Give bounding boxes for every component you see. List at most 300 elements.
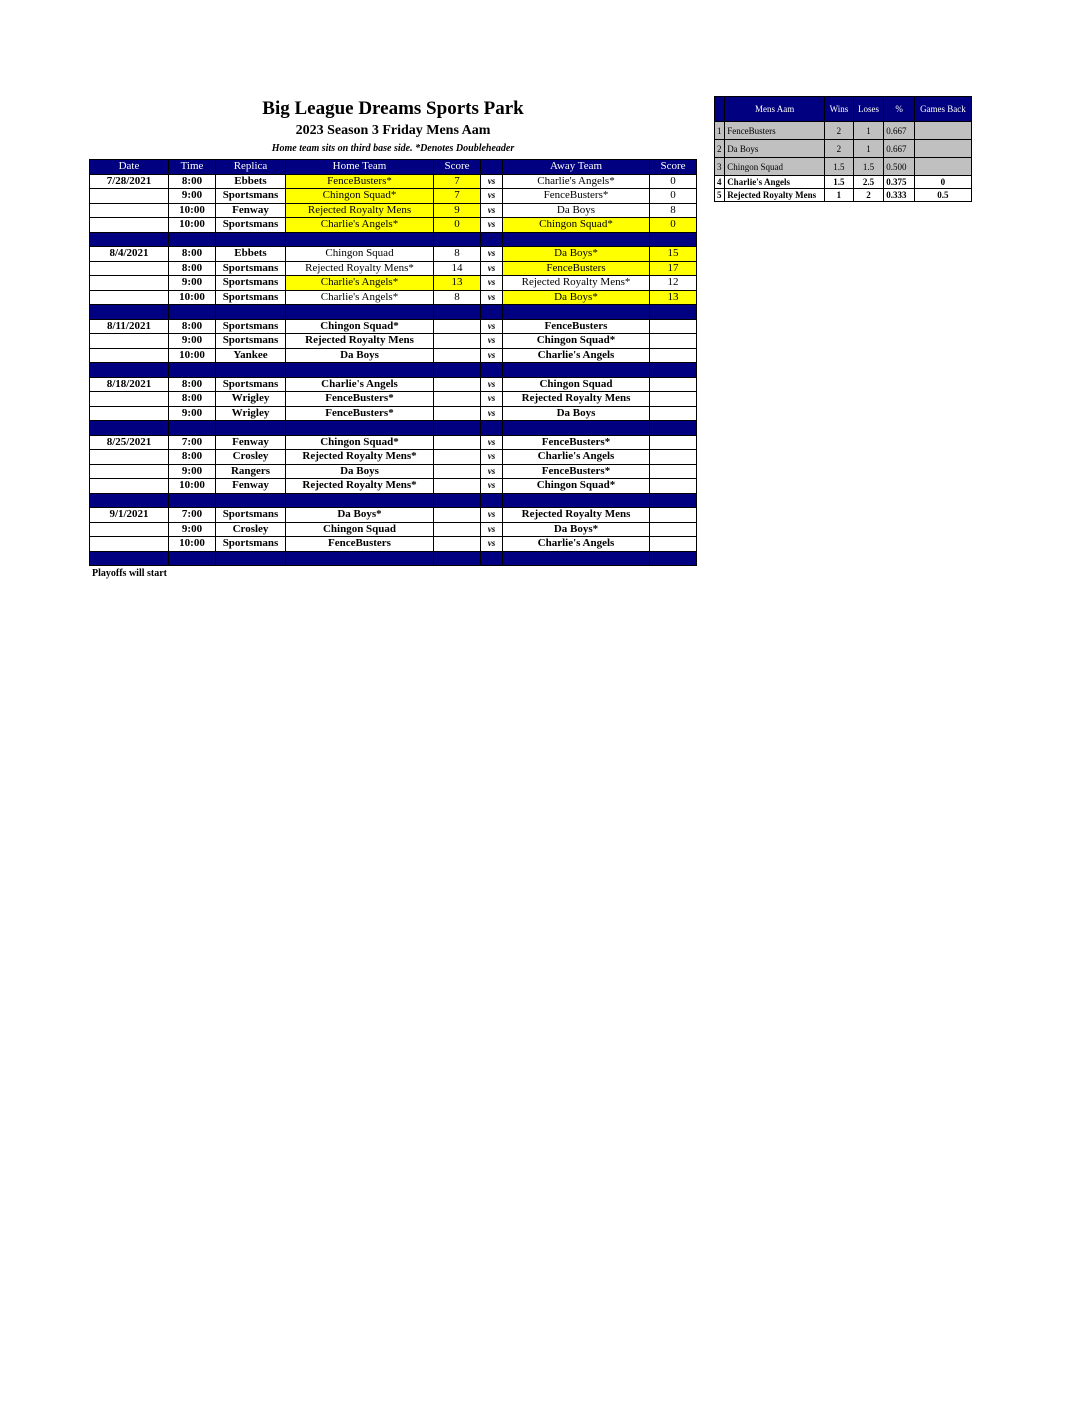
separator-cell [286,232,434,247]
schedule-date [90,479,169,494]
separator-cell [434,305,481,320]
schedule-away-team: FenceBusters* [503,435,650,450]
week-separator [90,421,697,436]
schedule-replica: Sportsmans [216,290,286,305]
separator-cell [503,305,650,320]
schedule-away-score: 0 [650,218,697,233]
standings-team: Chingon Squad [725,158,825,176]
schedule-home-team: Da Boys [286,348,434,363]
schedule-date: 8/18/2021 [90,377,169,392]
schedule-date [90,392,169,407]
week-separator [90,363,697,378]
schedule-date [90,450,169,465]
week-separator [90,232,697,247]
schedule-date: 8/4/2021 [90,247,169,262]
schedule-away-score [650,406,697,421]
standings-col-pct: % [884,97,915,122]
schedule-home-team: FenceBusters* [286,392,434,407]
schedule-away-team: Da Boys* [503,522,650,537]
standings-loses: 2.5 [853,176,884,189]
schedule-time: 9:00 [169,276,216,291]
standings-rank: 5 [715,189,725,202]
schedule-away-team: Charlie's Angels [503,450,650,465]
separator-cell [169,232,216,247]
col-home-score: Score [434,160,481,175]
separator-cell [650,232,697,247]
schedule-home-score: 7 [434,189,481,204]
schedule-away-team: FenceBusters [503,319,650,334]
standings-loses: 1 [853,122,884,140]
schedule-date [90,537,169,552]
separator-cell [169,551,216,566]
schedule-home-score: 13 [434,276,481,291]
schedule-vs: vs [481,348,503,363]
schedule-date [90,276,169,291]
schedule-replica: Sportsmans [216,218,286,233]
schedule-vs: vs [481,522,503,537]
separator-cell [216,493,286,508]
standings-row [715,122,972,140]
schedule-home-team: Charlie's Angels [286,377,434,392]
table-row [90,377,697,392]
schedule-vs: vs [481,537,503,552]
schedule-home-score [434,406,481,421]
schedule-home-team: FenceBusters* [286,406,434,421]
schedule-home-score: 8 [434,247,481,262]
schedule-date: 8/11/2021 [90,319,169,334]
standings-col-team: Mens Aam [725,97,825,122]
standings-rank: 2 [715,140,725,158]
standings-row [715,189,972,202]
table-row [90,522,697,537]
schedule-home-team: Rejected Royalty Mens [286,334,434,349]
separator-cell [216,551,286,566]
separator-cell [481,363,503,378]
schedule-away-team: Da Boys [503,406,650,421]
schedule-vs: vs [481,479,503,494]
col-vs [481,160,503,175]
col-time: Time [169,160,216,175]
schedule-replica: Wrigley [216,406,286,421]
schedule-home-score: 9 [434,203,481,218]
separator-cell [503,551,650,566]
standings-pct: 0.375 [884,176,915,189]
standings-loses: 1 [853,140,884,158]
schedule-time: 9:00 [169,189,216,204]
schedule-away-team: Charlie's Angels* [503,174,650,189]
schedule-replica: Sportsmans [216,276,286,291]
schedule-date [90,203,169,218]
schedule-date [90,522,169,537]
standings-rank: 3 [715,158,725,176]
schedule-away-score [650,508,697,523]
schedule-replica: Wrigley [216,392,286,407]
page-subtitle: 2023 Season 3 Friday Mens Aam [295,123,491,138]
schedule-replica: Sportsmans [216,261,286,276]
standings-pct: 0.667 [884,122,915,140]
standings-body [715,122,972,202]
standings-rank: 1 [715,122,725,140]
separator-cell [650,421,697,436]
schedule-replica: Fenway [216,479,286,494]
separator-cell [650,305,697,320]
schedule-home-team: Rejected Royalty Mens [286,203,434,218]
schedule-time: 7:00 [169,435,216,450]
schedule-vs: vs [481,435,503,450]
schedule-time: 10:00 [169,537,216,552]
schedule-replica: Crosley [216,522,286,537]
schedule-time: 9:00 [169,464,216,479]
schedule-home-score [434,537,481,552]
schedule-replica: Yankee [216,348,286,363]
schedule-replica: Sportsmans [216,189,286,204]
week-separator [90,493,697,508]
schedule-away-score [650,435,697,450]
col-away-score: Score [650,160,697,175]
standings-games-back [914,122,971,140]
schedule-time: 9:00 [169,522,216,537]
separator-cell [216,232,286,247]
schedule-home-team: Rejected Royalty Mens* [286,479,434,494]
schedule-home-team: Chingon Squad* [286,435,434,450]
standings-games-back [914,140,971,158]
standings-row [715,140,972,158]
schedule-away-team: FenceBusters* [503,464,650,479]
separator-cell [90,551,169,566]
standings-col-loses: Loses [853,97,884,122]
schedule-date [90,189,169,204]
schedule-away-team: Charlie's Angels [503,537,650,552]
table-row [90,537,697,552]
table-row [90,392,697,407]
schedule-vs: vs [481,290,503,305]
standings-team: Charlie's Angels [725,176,825,189]
schedule-table [89,159,697,566]
schedule-time: 9:00 [169,334,216,349]
schedule-time: 10:00 [169,348,216,363]
schedule-date [90,290,169,305]
schedule-away-score: 8 [650,203,697,218]
schedule-time: 10:00 [169,218,216,233]
table-row [90,464,697,479]
separator-cell [216,363,286,378]
schedule-replica: Fenway [216,203,286,218]
schedule-home-score [434,479,481,494]
schedule-time: 8:00 [169,261,216,276]
table-row [90,508,697,523]
schedule-away-score [650,392,697,407]
schedule-home-score [434,450,481,465]
schedule-time: 10:00 [169,290,216,305]
schedule-date [90,464,169,479]
schedule-away-score: 0 [650,189,697,204]
table-row [90,450,697,465]
table-row [90,174,697,189]
standings-pct: 0.333 [884,189,915,202]
schedule-time: 10:00 [169,203,216,218]
table-row [90,348,697,363]
schedule-date: 7/28/2021 [90,174,169,189]
standings-games-back [914,158,971,176]
schedule-time: 8:00 [169,174,216,189]
standings-loses: 1.5 [853,158,884,176]
schedule-home-score [434,377,481,392]
separator-cell [650,493,697,508]
schedule-date [90,406,169,421]
schedule-away-team: Charlie's Angels [503,348,650,363]
table-row [90,334,697,349]
standings-table [714,96,972,202]
schedule-replica: Sportsmans [216,319,286,334]
schedule-away-score: 12 [650,276,697,291]
col-away-team: Away Team [503,160,650,175]
standings-col-rank [715,97,725,122]
schedule-date [90,218,169,233]
schedule-replica: Sportsmans [216,334,286,349]
schedule-vs: vs [481,377,503,392]
schedule-date [90,261,169,276]
standings-header-row [715,97,972,122]
schedule-replica: Sportsmans [216,377,286,392]
schedule-away-score: 13 [650,290,697,305]
schedule-vs: vs [481,261,503,276]
schedule-vs: vs [481,508,503,523]
standings-pct: 0.500 [884,158,915,176]
schedule-vs: vs [481,392,503,407]
schedule-home-team: Rejected Royalty Mens* [286,261,434,276]
separator-cell [90,232,169,247]
table-row [90,290,697,305]
schedule-date: 9/1/2021 [90,508,169,523]
separator-cell [169,493,216,508]
schedule-vs: vs [481,464,503,479]
standings-team: FenceBusters [725,122,825,140]
standings-col-games-back: Games Back [914,97,971,122]
schedule-home-score: 7 [434,174,481,189]
standings-pct: 0.667 [884,140,915,158]
separator-cell [286,493,434,508]
schedule-home-score [434,435,481,450]
schedule-time: 8:00 [169,450,216,465]
week-separator [90,305,697,320]
separator-cell [650,551,697,566]
separator-cell [434,493,481,508]
schedule-vs: vs [481,218,503,233]
separator-cell [434,232,481,247]
separator-cell [216,421,286,436]
schedule-vs: vs [481,174,503,189]
schedule-time: 8:00 [169,377,216,392]
schedule-home-team: Rejected Royalty Mens* [286,450,434,465]
standings-wins: 2 [825,140,854,158]
table-row [90,218,697,233]
page-note: Home team sits on third base side. *Denotes Doubleheader [271,143,515,154]
schedule-vs: vs [481,189,503,204]
separator-cell [481,493,503,508]
col-home-team: Home Team [286,160,434,175]
standings-team: Rejected Royalty Mens [725,189,825,202]
schedule-home-team: Chingon Squad* [286,189,434,204]
schedule-away-team: Rejected Royalty Mens [503,508,650,523]
standings-wins: 2 [825,122,854,140]
schedule-away-score [650,537,697,552]
schedule-away-team: Chingon Squad [503,377,650,392]
schedule-date [90,334,169,349]
schedule-away-score: 17 [650,261,697,276]
schedule-time: 9:00 [169,406,216,421]
separator-cell [434,551,481,566]
separator-cell [503,493,650,508]
standings-wins: 1.5 [825,158,854,176]
standings-games-back: 0.5 [914,189,971,202]
standings-team: Da Boys [725,140,825,158]
separator-cell [216,305,286,320]
schedule-home-score [434,319,481,334]
schedule-home-score [434,392,481,407]
separator-cell [90,421,169,436]
schedule-body [90,174,697,566]
separator-cell [286,363,434,378]
schedule-date: 8/25/2021 [90,435,169,450]
schedule-replica: Ebbets [216,174,286,189]
table-row [90,435,697,450]
schedule-replica: Rangers [216,464,286,479]
schedule-away-score [650,479,697,494]
schedule-home-team: Da Boys [286,464,434,479]
schedule-home-score: 0 [434,218,481,233]
schedule-away-team: Chingon Squad* [503,218,650,233]
separator-cell [481,421,503,436]
schedule-home-score [434,334,481,349]
standings-row [715,158,972,176]
separator-cell [90,363,169,378]
separator-cell [90,305,169,320]
schedule-time: 8:00 [169,392,216,407]
schedule-away-team: Da Boys* [503,247,650,262]
separator-cell [286,551,434,566]
separator-cell [169,305,216,320]
schedule-away-team: Rejected Royalty Mens* [503,276,650,291]
table-row [90,319,697,334]
table-row [90,203,697,218]
schedule-away-team: Rejected Royalty Mens [503,392,650,407]
table-row [90,276,697,291]
schedule-home-team: Charlie's Angels* [286,290,434,305]
schedule-away-team: FenceBusters [503,261,650,276]
standings-wins: 1 [825,189,854,202]
schedule-vs: vs [481,276,503,291]
schedule-replica: Fenway [216,435,286,450]
schedule-home-team: FenceBusters* [286,174,434,189]
schedule-away-score [650,464,697,479]
schedule-home-team: Charlie's Angels* [286,218,434,233]
separator-cell [650,363,697,378]
schedule-away-team: Da Boys* [503,290,650,305]
schedule-away-score [650,377,697,392]
schedule-home-team: FenceBusters [286,537,434,552]
schedule-time: 8:00 [169,319,216,334]
standings-rank: 4 [715,176,725,189]
schedule-home-score [434,464,481,479]
schedule-away-score [650,348,697,363]
schedule-replica: Sportsmans [216,537,286,552]
schedule-replica: Sportsmans [216,508,286,523]
table-row [90,247,697,262]
separator-cell [503,421,650,436]
separator-cell [169,363,216,378]
schedule-away-score: 15 [650,247,697,262]
col-replica: Replica [216,160,286,175]
schedule-home-score [434,348,481,363]
week-separator [90,551,697,566]
standings-wins: 1.5 [825,176,854,189]
schedule-time: 10:00 [169,479,216,494]
schedule-vs: vs [481,334,503,349]
schedule-away-score [650,450,697,465]
schedule-vs: vs [481,247,503,262]
page-title: Big League Dreams Sports Park [262,98,524,119]
separator-cell [434,421,481,436]
schedule-date [90,348,169,363]
schedule-home-score [434,508,481,523]
schedule-home-team: Charlie's Angels* [286,276,434,291]
schedule-away-team: Chingon Squad* [503,479,650,494]
playoffs-note: Playoffs will start [92,568,167,579]
separator-cell [481,551,503,566]
schedule-home-score [434,522,481,537]
schedule-home-team: Da Boys* [286,508,434,523]
standings-col-wins: Wins [825,97,854,122]
schedule-time: 8:00 [169,247,216,262]
separator-cell [286,305,434,320]
schedule-away-team: Da Boys [503,203,650,218]
schedule-vs: vs [481,406,503,421]
separator-cell [169,421,216,436]
standings-games-back: 0 [914,176,971,189]
standings-row [715,176,972,189]
separator-cell [481,305,503,320]
separator-cell [503,363,650,378]
schedule-away-team: Chingon Squad* [503,334,650,349]
separator-cell [434,363,481,378]
schedule-home-team: Chingon Squad [286,247,434,262]
table-row [90,189,697,204]
separator-cell [481,232,503,247]
standings-loses: 2 [853,189,884,202]
schedule-vs: vs [481,203,503,218]
schedule-header-row [90,160,697,175]
separator-cell [90,493,169,508]
schedule-vs: vs [481,319,503,334]
separator-cell [503,232,650,247]
schedule-vs: vs [481,450,503,465]
table-row [90,479,697,494]
schedule-home-team: Chingon Squad* [286,319,434,334]
separator-cell [286,421,434,436]
schedule-away-score [650,334,697,349]
table-row [90,406,697,421]
schedule-replica: Crosley [216,450,286,465]
schedule-time: 7:00 [169,508,216,523]
schedule-away-team: FenceBusters* [503,189,650,204]
schedule-home-score: 14 [434,261,481,276]
schedule-away-score: 0 [650,174,697,189]
col-date: Date [90,160,169,175]
schedule-home-team: Chingon Squad [286,522,434,537]
schedule-away-score [650,522,697,537]
schedule-home-score: 8 [434,290,481,305]
schedule-away-score [650,319,697,334]
